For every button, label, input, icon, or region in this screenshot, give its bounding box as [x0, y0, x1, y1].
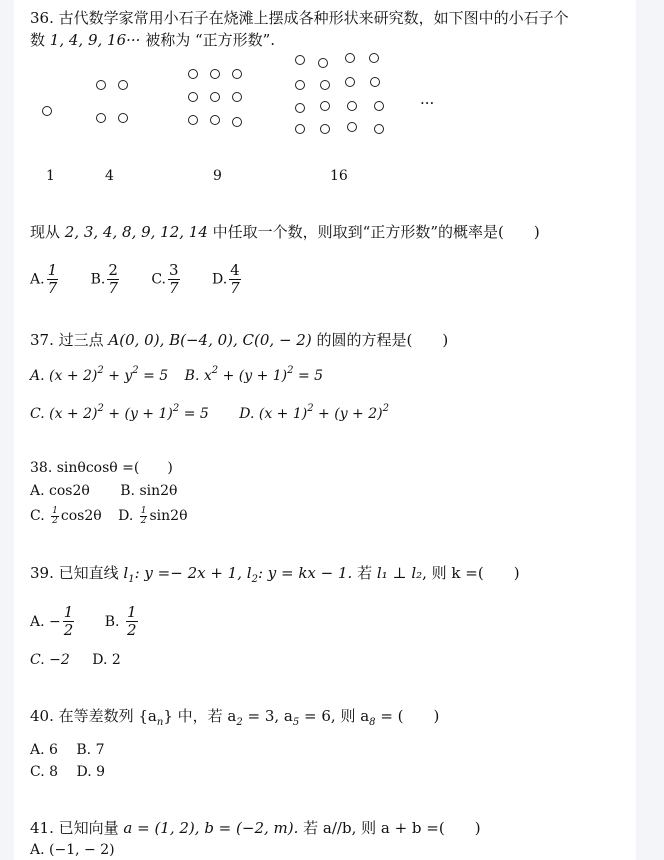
q37-option-c[interactable] — [30, 403, 209, 422]
stone — [295, 103, 305, 113]
q38-d-tail: sin2θ — [149, 508, 188, 524]
q39-stem-c: , 则 k =( ) — [422, 564, 520, 582]
q39-stem-b: 若 — [352, 564, 377, 582]
frac-den: 2 — [126, 621, 137, 639]
q38-option-a[interactable]: A. cos2θ — [30, 483, 90, 499]
stone — [320, 80, 330, 90]
q36-stem-line2 — [30, 30, 275, 50]
stone — [320, 101, 330, 111]
q41-option-a-row — [30, 840, 115, 860]
exponent: 2 — [382, 403, 389, 414]
q38-stem — [30, 458, 173, 478]
q36-stem-line1 — [30, 8, 569, 28]
q38-options-cd — [30, 506, 188, 526]
frac-num: 2 — [108, 261, 118, 279]
q37-c-text3: = 5 — [179, 406, 209, 422]
q39-option-c[interactable]: C. −2 — [30, 652, 70, 668]
subscript: 5 — [292, 717, 300, 728]
q40-stem-e: = ( ) — [375, 707, 440, 725]
stone — [320, 124, 330, 134]
subscript: n — [156, 717, 164, 728]
q38-options-ab — [30, 481, 177, 501]
q37-stem-a: 37. 过三点 — [30, 331, 109, 349]
stone — [295, 55, 305, 65]
option-label: D. — [118, 508, 134, 524]
stone — [295, 80, 305, 90]
q37-c-text: C. (x + 2) — [30, 406, 98, 422]
q37-b-text3: = 5 — [293, 368, 324, 384]
option-label: A. − — [30, 613, 61, 630]
option-label: D. — [211, 271, 228, 288]
stone — [118, 113, 128, 123]
q36-question-b: 中任取一个数，则取到“正方形数”的概率是( ) — [207, 223, 540, 241]
frac-den: 2 — [52, 515, 58, 526]
exponent: 2 — [172, 403, 180, 414]
q39-option-d[interactable]: D. 2 — [92, 652, 121, 668]
q40-stem — [30, 706, 439, 729]
stone — [374, 101, 384, 111]
q38-option-b[interactable]: B. sin2θ — [120, 483, 178, 499]
q37-b-text2: + (y + 1) — [218, 368, 288, 384]
q36-text: 36. 古代数学家常用小石子在烧滩上摆成各种形状来研究数，如下图中的小石子个 — [30, 9, 569, 27]
frac-den: 2 — [140, 515, 147, 526]
q37-a-text2: + y — [103, 368, 133, 384]
line-l2-eq: : y = kx − 1. — [257, 564, 353, 582]
q37-options-cd — [30, 404, 389, 426]
q37-d-text2: + (y + 2) — [313, 406, 383, 422]
stone — [369, 53, 379, 63]
q39-option-b[interactable] — [104, 603, 140, 639]
exponent: 2 — [97, 365, 104, 376]
q38-c-tail: cos2θ — [60, 508, 102, 524]
q39-options-cd — [30, 650, 121, 670]
stone — [374, 124, 384, 134]
q41-option-a[interactable]: A. (−1, − 2) — [30, 842, 115, 858]
q39-option-a[interactable] — [30, 603, 76, 639]
q37-points: A(0, 0), B(−4, 0), C(0, − 2) — [108, 331, 312, 349]
q40-option-a[interactable]: A. 6 — [30, 742, 58, 758]
stone — [295, 124, 305, 134]
stone — [42, 106, 52, 116]
option-label: B. — [90, 271, 106, 288]
q41-stem-b: 若 a//b, 则 a + b =( ) — [298, 819, 481, 837]
q36-option-c[interactable] — [151, 262, 181, 297]
frac-num: 4 — [230, 261, 240, 279]
stone — [210, 115, 220, 125]
q39-stem-a: 39. 已知直线 — [30, 564, 124, 582]
q37-option-d[interactable] — [239, 403, 389, 422]
q37-b-text: B. x — [184, 368, 212, 384]
q38-option-d[interactable] — [118, 505, 188, 526]
perpendicular: l₁ ⊥ l₂ — [376, 564, 423, 582]
stone — [210, 69, 220, 79]
q37-d-text: D. (x + 1) — [239, 406, 308, 422]
q40-option-b[interactable]: B. 7 — [76, 742, 105, 758]
q40-stem-b: } 中，若 a — [163, 707, 237, 725]
figure-caption-4: 4 — [105, 168, 114, 184]
q37-a-text: A. (x + 2) — [30, 368, 98, 384]
q37-options-ab — [30, 366, 323, 388]
stone — [232, 117, 242, 127]
frac-den: 7 — [47, 279, 58, 297]
stone — [96, 80, 106, 90]
figure-caption-1: 1 — [46, 168, 55, 184]
frac-den: 7 — [168, 279, 179, 297]
q40-stem-c: = 3, a — [242, 707, 293, 725]
line-l2: l — [246, 564, 252, 582]
frac-num: 1 — [140, 505, 147, 516]
frac-den: 7 — [230, 279, 240, 297]
q37-option-a[interactable] — [30, 365, 169, 384]
q36-option-a[interactable] — [30, 262, 60, 297]
exponent: 2 — [97, 403, 104, 414]
q36-numbers: 1, 4, 9, 16··· — [49, 31, 141, 49]
q37-stem — [30, 330, 448, 350]
line-l1: l — [123, 564, 129, 582]
option-label: C. — [151, 271, 166, 288]
exponent: 2 — [211, 365, 219, 376]
q41-vectors: a = (1, 2), b = (−2, m). — [123, 819, 299, 837]
frac-num: 3 — [168, 261, 179, 279]
q37-a-text3: = 5 — [138, 368, 169, 384]
frac-num: 1 — [47, 261, 58, 279]
figure-caption-9: 9 — [213, 168, 222, 184]
line-l1-eq: : y =− 2x + 1, — [134, 564, 247, 582]
q39-stem — [30, 563, 520, 586]
q40-options-ab — [30, 740, 104, 760]
q40-stem-d: = 6, 则 a — [299, 707, 370, 725]
subscript: 1 — [128, 574, 135, 585]
subscript: 8 — [369, 717, 376, 728]
stone — [188, 92, 198, 102]
q41-stem — [30, 818, 481, 838]
stone — [96, 113, 106, 123]
stone — [347, 122, 357, 132]
option-label: B. — [104, 613, 120, 630]
q36-options — [30, 262, 243, 297]
exponent: 2 — [287, 365, 294, 376]
frac-den: 7 — [108, 279, 118, 297]
stone — [188, 69, 198, 79]
stone — [370, 77, 380, 87]
q38-stem-text: 38. sinθcosθ =( ) — [30, 460, 173, 476]
stone — [232, 92, 242, 102]
subscript: 2 — [251, 574, 258, 585]
figure-ellipsis: ··· — [420, 94, 435, 112]
stone — [188, 115, 198, 125]
subscript: 2 — [236, 717, 243, 728]
stone — [345, 53, 355, 63]
q36-question — [30, 222, 540, 242]
q36-text-b: 被称为 “正方形数”. — [140, 31, 276, 49]
q38-option-c[interactable] — [30, 505, 102, 526]
frac-num: 1 — [63, 603, 74, 621]
stone — [345, 77, 355, 87]
q37-option-b[interactable] — [184, 365, 324, 384]
q36-option-d[interactable] — [212, 262, 243, 297]
q39-options-ab — [30, 604, 140, 639]
q36-option-b[interactable] — [91, 262, 121, 297]
figure-caption-16: 16 — [330, 168, 348, 184]
q41-stem-a: 41. 已知向量 — [30, 819, 124, 837]
option-label: A. — [30, 271, 45, 288]
q40-stem-a: 40. 在等差数列 {a — [30, 707, 157, 725]
q37-stem-b: 的圆的方程是( ) — [311, 331, 449, 349]
stone — [210, 92, 220, 102]
stone — [347, 101, 357, 111]
worksheet-page — [14, 0, 636, 860]
q40-option-c[interactable]: C. 8 — [30, 764, 59, 780]
exponent: 2 — [307, 403, 314, 414]
q36-text-a: 数 — [30, 31, 50, 49]
frac-num: 1 — [126, 603, 137, 621]
stone — [318, 58, 328, 68]
stone — [118, 80, 128, 90]
frac-num: 1 — [52, 505, 58, 516]
q36-question-a: 现从 — [30, 223, 65, 241]
q36-question-numbers: 2, 3, 4, 8, 9, 12, 14 — [64, 223, 208, 241]
exponent: 2 — [132, 365, 139, 376]
frac-den: 2 — [63, 621, 74, 639]
q40-option-d[interactable]: D. 9 — [76, 764, 106, 780]
q37-c-text2: + (y + 1) — [103, 406, 173, 422]
option-label: C. — [30, 508, 45, 524]
stone — [232, 69, 242, 79]
q40-options-cd — [30, 762, 105, 782]
